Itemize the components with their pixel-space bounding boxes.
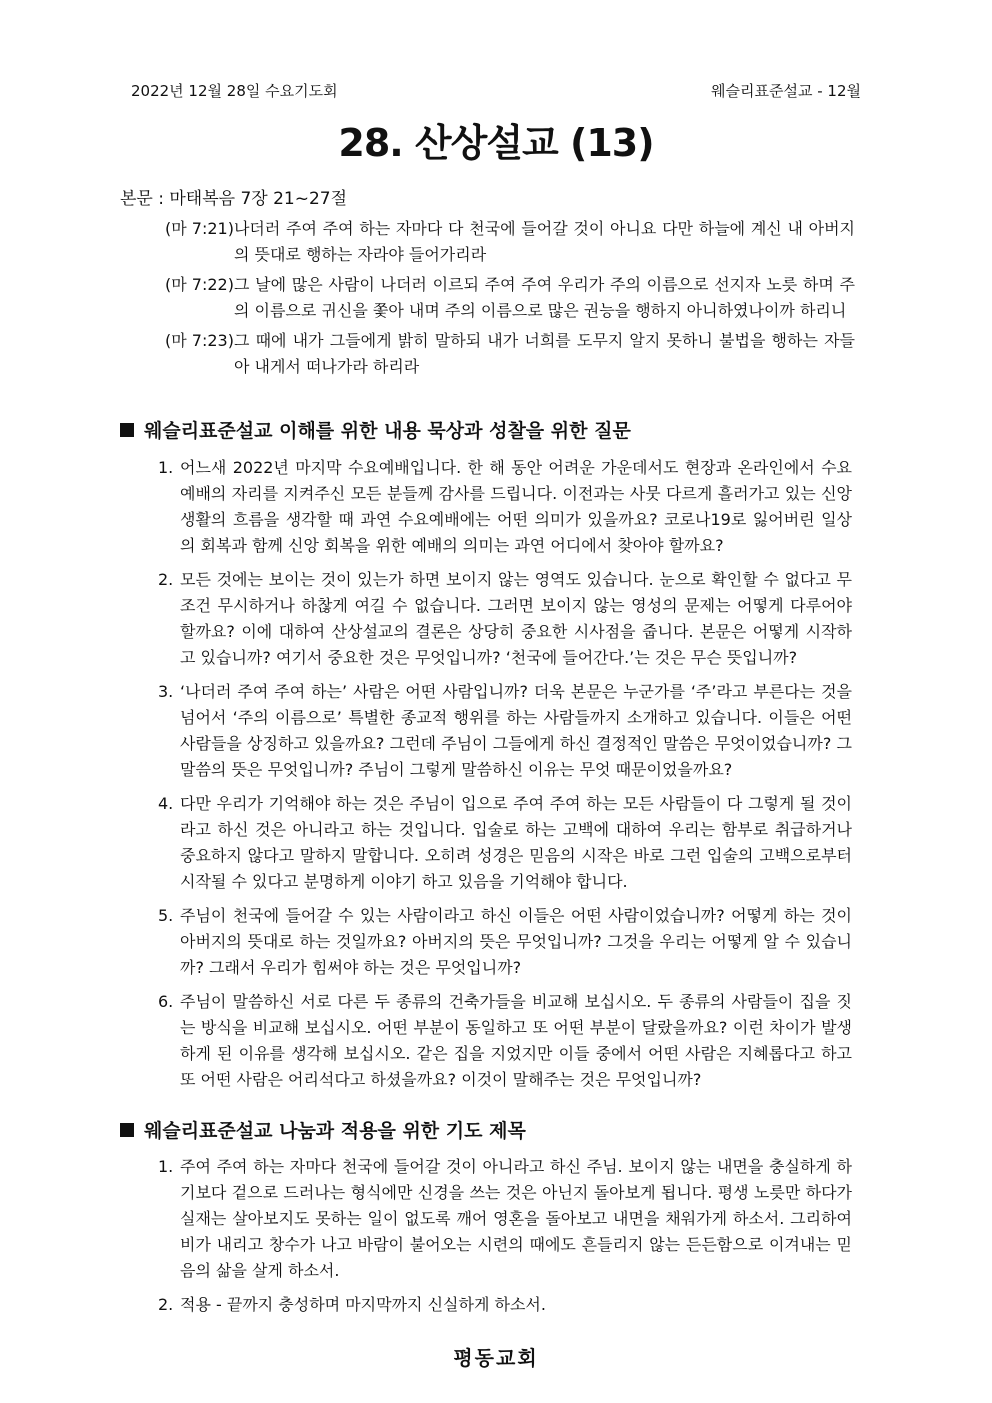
list-item	[158, 989, 852, 1093]
page-title: 28. 산상설교 (13)	[338, 121, 654, 165]
list-item	[158, 1292, 852, 1318]
item-number: 4.	[158, 794, 174, 813]
list-item	[158, 791, 852, 895]
section-heading-text: 웨슬리표준설교 나눔과 적용을 위한 기도 제목	[144, 1120, 526, 1142]
list-item	[158, 455, 852, 559]
item-text: 주님이 말씀하신 서로 다른 두 종류의 건축가들을 비교해 보십시오. 두 종류의 사람들이 집을 짓는 방식을 비교해 보십시오. 어떤 부분이 동일하고 또 어떤 부분이 달랐을까요? 이런 차이가 발생하게 된 이유를 생각해 보십시오. 같은 집을 지었지만 이들 중에서 어떤 사람은 지혜롭다고 하고 또 어떤 사람은 어리석다고 하셨을까요? 이것이 말해주는 것은 무엇입니까?	[180, 992, 852, 1089]
item-number: 2.	[158, 570, 174, 589]
item-text: 다만 우리가 기억해야 하는 것은 주님이 입으로 주여 주여 하는 모든 사람들이 다 그렇게 될 것이라고 하신 것은 아니라고 하는 것입니다. 입술로 하는 고백에 대하여 우리는 함부로 취급하거나 중요하지 않다고 말하지 말합니다. 오히려 성경은 믿음의 시작은 바로 그런 입술의 고백으로부터 시작될 수 있다고 분명하게 이야기 하고 있음을 기억해야 합니다.	[180, 794, 852, 891]
item-text: 적용 - 끝까지 충성하며 마지막까지 신실하게 하소서.	[180, 1295, 546, 1314]
list-item	[158, 1154, 852, 1284]
service-date: 2022년 12월 28일 수요기도회	[131, 82, 338, 100]
section-heading-reflection	[120, 416, 631, 443]
verse-list	[165, 216, 855, 384]
item-number: 5.	[158, 906, 174, 925]
item-number: 1.	[158, 458, 174, 477]
prayer-topic-list	[158, 1154, 852, 1326]
item-text: 모든 것에는 보이는 것이 있는가 하면 보이지 않는 영역도 있습니다. 눈으로 확인할 수 없다고 무조건 무시하거나 하찮게 여길 수 없습니다. 그러면 보이지 않는 영성의 문제는 어떻게 다루어야 할까요? 이에 대하여 산상설교의 결론은 상당히 중요한 시사점을 줍니다. 본문은 어떻게 시작하고 있습니까? 여기서 중요한 것은 무엇입니까? ‘천국에 들어간다.’는 것은 무슨 뜻입니까?	[180, 570, 852, 667]
page-header	[131, 80, 861, 104]
verse-text: 나더러 주여 주여 하는 자마다 다 천국에 들어갈 것이 아니요 다만 하늘에 계신 내 아버지의 뜻대로 행하는 자라야 들어가리라	[233, 219, 855, 264]
square-bullet-icon	[120, 423, 134, 437]
item-number: 2.	[158, 1295, 174, 1314]
passage-label: 본문 : 마태복음 7장 21~27절	[120, 189, 348, 209]
item-text: 주여 주여 하는 자마다 천국에 들어갈 것이 아니라고 하신 주님. 보이지 않는 내면을 충실하게 하기보다 겉으로 드러나는 형식에만 신경을 쓰는 것은 아닌지 돌아보게 됩니다. 평생 노릇만 하다가 실재는 살아보지도 못하는 일이 없도록 깨어 영혼을 돌아보고 내면을 채워가게 하소서. 그리하여 비가 내리고 창수가 나고 바람이 불어오는 시련의 때에도 흔들리지 않는 든든함으로 이겨내는 믿음의 삶을 살게 하소서.	[180, 1157, 852, 1280]
verse-ref: (마 7:22)	[165, 275, 234, 294]
item-number: 6.	[158, 992, 174, 1011]
section-heading-prayer	[120, 1116, 526, 1143]
reflection-question-list	[158, 455, 852, 1101]
item-text: 어느새 2022년 마지막 수요예배입니다. 한 해 동안 어려운 가운데서도 현장과 온라인에서 수요예배의 자리를 지켜주신 모든 분들께 감사를 드립니다. 이전과는 사뭇 다르게 흘러가고 있는 신앙생활의 흐름을 생각할 때 과연 수요예배에는 어떤 의미가 있을까요? 코로나19로 잃어버린 일상의 회복과 함께 신앙 회복을 위한 예배의 의미는 과연 어디에서 찾아야 할까요?	[180, 458, 852, 555]
list-item	[158, 903, 852, 981]
item-text: 주님이 천국에 들어갈 수 있는 사람이라고 하신 이들은 어떤 사람이었습니까? 어떻게 하는 것이 아버지의 뜻대로 하는 것일까요? 아버지의 뜻은 무엇입니까? 그것을 우리는 어떻게 알 수 있습니까? 그래서 우리가 힘써야 하는 것은 무엇입니까?	[180, 906, 852, 977]
verse-ref: (마 7:23)	[165, 331, 234, 350]
list-item	[158, 567, 852, 671]
verse-item	[165, 328, 855, 380]
verse-text: 그 때에 내가 그들에게 밝히 말하되 내가 너희를 도무지 알지 못하니 불법을 행하는 자들아 내게서 떠나가라 하리라	[233, 331, 855, 376]
verse-item	[165, 216, 855, 268]
list-item	[158, 679, 852, 783]
church-name-footer: 평동교회	[453, 1346, 539, 1370]
verse-ref: (마 7:21)	[165, 219, 234, 238]
item-text: ‘나더러 주여 주여 하는’ 사람은 어떤 사람입니까? 더욱 본문은 누군가를 ‘주’라고 부른다는 것을 넘어서 ‘주의 이름으로’ 특별한 종교적 행위를 하는 사람들까지 소개하고 있습니다. 이들은 어떤 사람들을 상징하고 있을까요? 그런데 주님이 그들에게 하신 결정적인 말씀은 무엇이었습니까? 그 말씀의 뜻은 무엇입니까? 주님이 그렇게 말씀하신 이유는 무엇 때문이었을까요?	[180, 682, 852, 779]
square-bullet-icon	[120, 1123, 134, 1137]
item-number: 1.	[158, 1157, 174, 1176]
section-heading-text: 웨슬리표준설교 이해를 위한 내용 묵상과 성찰을 위한 질문	[144, 420, 631, 442]
verse-item	[165, 272, 855, 324]
verse-text: 그 날에 많은 사람이 나더러 이르되 주여 주여 우리가 주의 이름으로 선지자 노릇 하며 주의 이름으로 귀신을 쫓아 내며 주의 이름으로 많은 권능을 행하지 아니하였나이까 하리니	[233, 275, 855, 320]
series-label: 웨슬리표준설교 - 12월	[711, 82, 861, 100]
item-number: 3.	[158, 682, 174, 701]
